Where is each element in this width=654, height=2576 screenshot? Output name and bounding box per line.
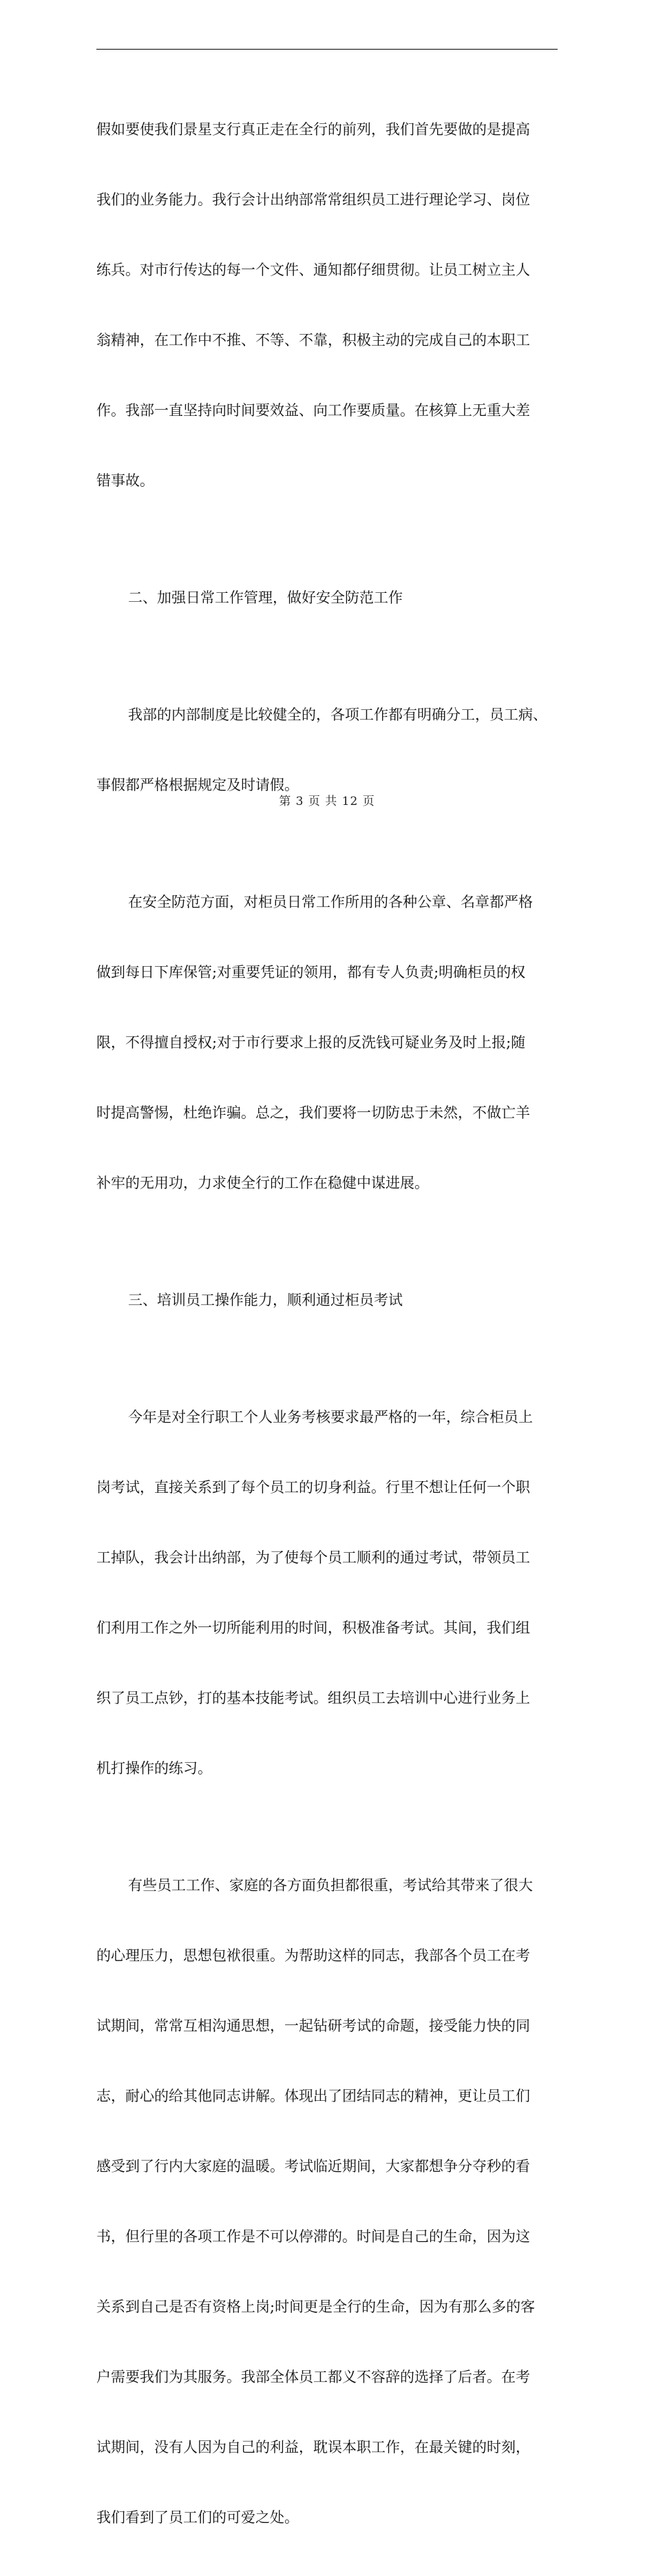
text-line: 在安全防范方面，对柜员日常工作所用的各种公章、名章都严格 [128,894,533,910]
text-line: 关系到自己是否有资格上岗;时间更是全行的生命，因为有那么多的客 [96,2298,536,2315]
paragraph-4 [96,844,558,1242]
document-body [96,71,558,2576]
text-line: 试期间，常常互相沟通思想，一起钻研考试的命题，接受能力快的同 [96,2018,530,2034]
paragraph-1 [96,71,558,539]
text-line: 户需要我们为其服务。我部全体员工都义不容辞的选择了后者。在考 [96,2369,530,2385]
text-line: 时提高警惕，杜绝诈骗。总之，我们要将一切防忠于未然，不做亡羊 [96,1104,530,1121]
text-line: 织了员工点钞，打的基本技能考试。组织员工去培训中心进行业务上 [96,1690,530,1706]
text-line: 岗考试，直接关系到了每个员工的切身利益。行里不想让任何一个职 [96,1479,530,1496]
heading-line: 二、加强日常工作管理，做好安全防范工作 [128,589,403,606]
text-line: 的心理压力，思想包袱很重。为帮助这样的同志，我部各个员工在考 [96,1947,530,1964]
text-line: 翁精神，在工作中不推、不等、不靠，积极主动的完成自己的本职工 [96,332,530,348]
text-line: 限，不得擅自授权;对于市行要求上报的反洗钱可疑业务及时上报;随 [96,1034,526,1051]
text-line: 我们看到了员工们的可爱之处。 [96,2509,299,2526]
heading-line: 三、培训员工操作能力，顺利通过柜员考试 [128,1292,403,1308]
text-line: 有些员工工作、家庭的各方面负担都很重，考试给其带来了很大 [128,1877,533,1894]
text-line: 工掉队，我会计出纳部，为了使每个员工顺利的通过考试，带领员工 [96,1549,530,1566]
text-line: 们利用工作之外一切所能利用的时间，积极准备考试。其间，我们组 [96,1620,530,1636]
text-line: 作。我部一直坚持向时间要效益、向工作要质量。在核算上无重大差 [96,402,530,419]
text-line: 机打操作的练习。 [96,1760,212,1777]
text-line: 感受到了行内大家庭的温暖。考试临近期间，大家都想争分夺秒的看 [96,2158,530,2175]
text-line: 试期间，没有人因为自己的利益，耽误本职工作，在最关键的时刻， [96,2439,530,2455]
text-line: 书，但行里的各项工作是不可以停滞的。时间是自己的生命，因为这 [96,2228,530,2245]
text-line: 事假都严格根据规定及时请假。 [96,777,299,793]
paragraph-6 [96,1359,558,1827]
section-heading-3 [96,1242,558,1359]
text-line: 练兵。对市行传达的每一个文件、通知都仔细贯彻。让员工树立主人 [96,262,530,278]
text-line: 志，耐心的给其他同志讲解。体现出了团结同志的精神，更让员工们 [96,2088,530,2104]
text-line: 今年是对全行职工个人业务考核要求最严格的一年，综合柜员上 [128,1409,533,1425]
text-line: 补牢的无用功，力求使全行的工作在稳健中谋进展。 [96,1175,429,1191]
text-line: 假如要使我们景星支行真正走在全行的前列，我们首先要做的是提高 [96,121,530,138]
page-number: 第 3 页 共 12 页 [279,795,375,808]
paragraph-7 [96,1827,558,2576]
paragraph-3 [96,656,558,844]
text-line: 错事故。 [96,472,154,489]
header-rule [96,49,558,50]
text-line: 做到每日下库保管;对重要凭证的领用，都有专人负责;明确柜员的权 [96,964,526,981]
text-line: 我部的内部制度是比较健全的，各项工作都有明确分工，员工病、 [128,706,547,723]
text-line: 我们的业务能力。我行会计出纳部常常组织员工进行理论学习、岗位 [96,191,530,208]
section-heading-2 [96,539,558,656]
